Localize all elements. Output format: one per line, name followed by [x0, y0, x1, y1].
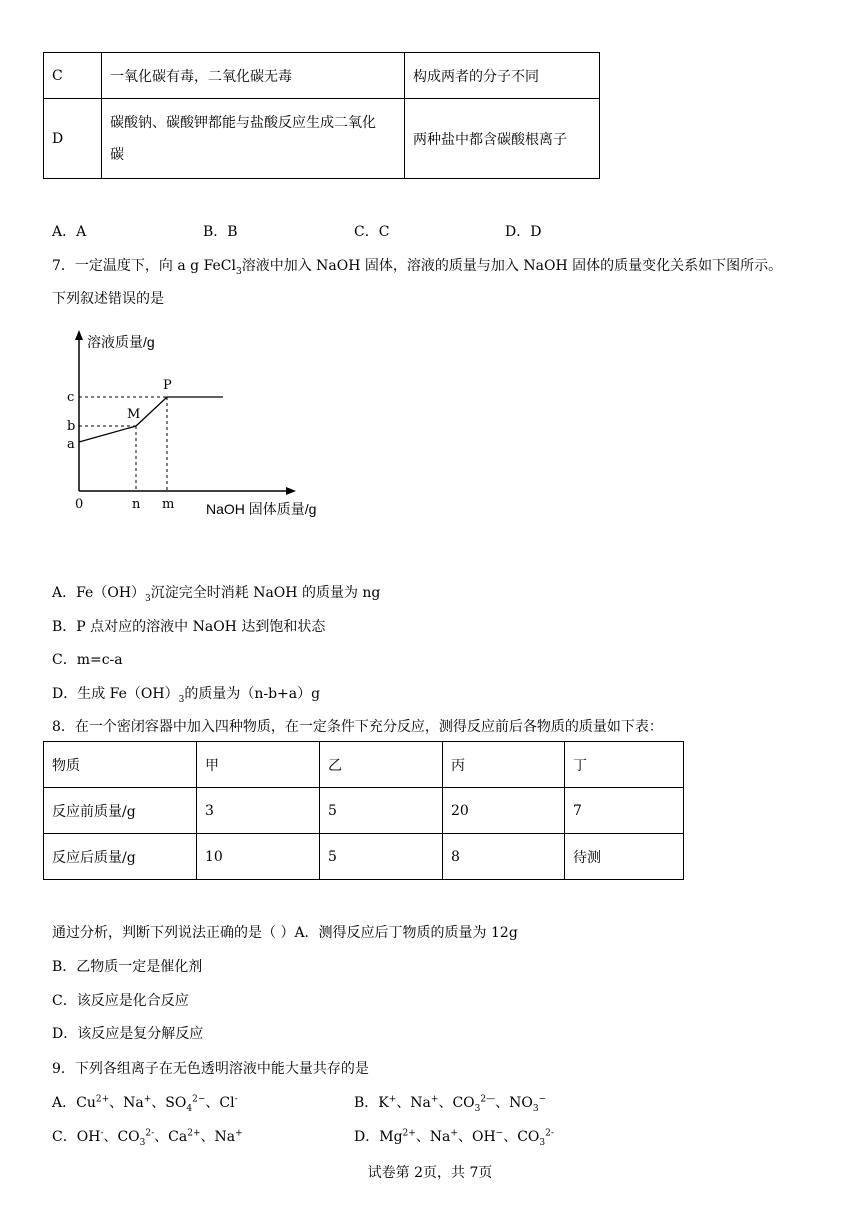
- table-cell: 10: [197, 834, 320, 880]
- table-header: 物质: [44, 742, 197, 788]
- q6-option-b: B．B: [203, 224, 238, 240]
- point-p-label: P: [163, 378, 172, 393]
- mass-curve: [79, 397, 223, 442]
- tick-m: m: [162, 497, 175, 512]
- q7-option-d: D．生成 $Fe(OH)_3$的质量为（n-b+a）g: [52, 686, 321, 705]
- x-axis-arrow: [286, 487, 296, 495]
- table-cell: 5: [320, 788, 443, 834]
- q7-graph: [60, 328, 350, 538]
- tick-b: b: [67, 419, 76, 434]
- q7-option-b: B．P 点对应的溶液中 NaOH 达到饱和状态: [52, 619, 326, 635]
- table-cell: C: [44, 53, 102, 99]
- q7-option-c: C．m=c-a: [52, 652, 123, 668]
- q9-option-b: B．K+、Na+、$CO_3^{2—}$、$NO_3^-$: [354, 1094, 547, 1114]
- q8-option-c: C．该反应是化合反应: [52, 993, 189, 1009]
- x-axis-label: NaOH 固体质量/g: [206, 501, 317, 517]
- q6-option-c: C．C: [354, 224, 390, 240]
- q9-stem: 9．下列各组离子在无色透明溶液中能大量共存的是: [52, 1061, 369, 1077]
- table-row: [44, 834, 684, 880]
- tick-n: n: [132, 497, 141, 512]
- table-row: [44, 99, 600, 179]
- table-row: [44, 53, 600, 99]
- fact-line: 碳: [110, 146, 124, 163]
- table-cell: 7: [565, 788, 684, 834]
- table-cell: D: [44, 99, 102, 179]
- table-header: 丁: [565, 742, 684, 788]
- table-row: [44, 742, 684, 788]
- y-axis-label: 溶液质量/g: [87, 334, 155, 350]
- q6-option-a: A．A: [52, 224, 87, 240]
- table-cell: 待测: [565, 834, 684, 880]
- table-header: 丙: [443, 742, 565, 788]
- tick-a: a: [67, 437, 75, 452]
- q8-option-b: B．乙物质一定是催化剂: [52, 959, 203, 975]
- q9-option-d: D．$Mg^{2+}$、Na+、OH−、$CO_3^{2-}$: [354, 1128, 554, 1148]
- table-cell: 两种盐中都含碳酸根离子: [405, 99, 600, 179]
- q6-table: [43, 52, 600, 179]
- q8-table: [43, 741, 684, 880]
- page-footer: 试卷第 2页，共 7页: [367, 1165, 493, 1181]
- table-cell: 反应前质量/g: [44, 788, 197, 834]
- table-cell: 5: [320, 834, 443, 880]
- fact-line: 碳酸钠、碳酸钾都能与盐酸反应生成二氧化: [110, 114, 376, 131]
- table-cell: 一氧化碳有毒，二氧化碳无毒: [102, 53, 405, 99]
- point-m-label: M: [127, 407, 141, 422]
- q8-option-d: D．该反应是复分解反应: [52, 1026, 204, 1042]
- q7-option-a: A．$Fe(OH)_3$沉淀完全时消耗 NaOH 的质量为 ng: [52, 585, 381, 604]
- q6-option-d: D．D: [505, 224, 542, 240]
- table-cell: 构成两者的分子不同: [405, 53, 600, 99]
- table-cell: 20: [443, 788, 565, 834]
- table-cell: [102, 99, 405, 179]
- y-axis-arrow: [75, 330, 83, 340]
- table-cell: 3: [197, 788, 320, 834]
- tick-c: c: [67, 390, 75, 405]
- q9-option-c: C．OH-、$CO_3^{2-}$、$Ca^{2+}$、Na+: [52, 1128, 243, 1148]
- table-cell: 反应后质量/g: [44, 834, 197, 880]
- table-cell: 8: [443, 834, 565, 880]
- q9-option-a: A．$Cu^{2+}$、Na+、$SO_4^{2-}$、Cl-: [52, 1094, 238, 1114]
- q8-stem: 8．在一个密闭容器中加入四种物质，在一定条件下充分反应，测得反应前后各物质的质量如下表：: [52, 719, 663, 735]
- q7-stem-line2: 下列叙述错误的是: [52, 291, 164, 307]
- q7-stem-line1: 7．一定温度下，向 a g FeCl$_3$溶液中加入 NaOH 固体，溶液的质量与加入 NaOH 固体的质量变化关系如下图所示。: [52, 258, 783, 277]
- table-header: 甲: [197, 742, 320, 788]
- table-row: [44, 788, 684, 834]
- table-header: 乙: [320, 742, 443, 788]
- origin-label: 0: [75, 497, 84, 512]
- q8-analysis: 通过分析，判断下列说法正确的是（ ）A．测得反应后丁物质的质量为 12g: [52, 925, 518, 941]
